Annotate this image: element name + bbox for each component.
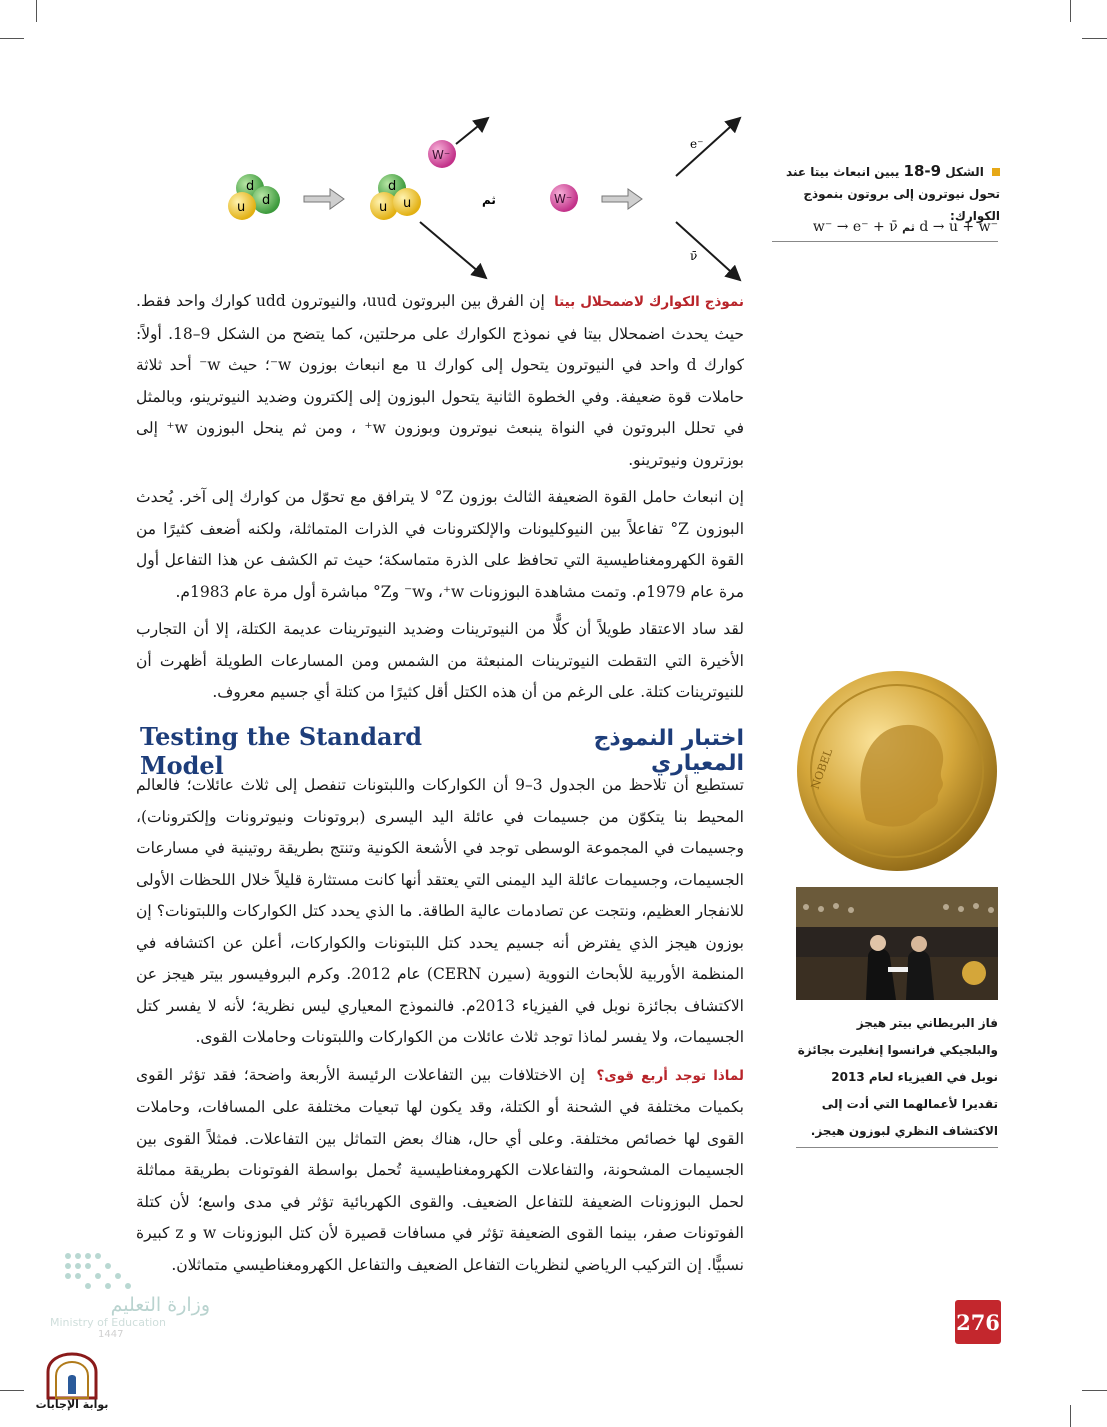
caption-line-2: تحول نيوترون إلى بروتون بنموذج الكوارك: [803,187,1000,223]
electron-label: e⁻ [690,137,704,151]
watermark-arabic: وزارة التعليم [110,1294,210,1316]
then-label: ثم [482,193,496,207]
quark-label: d [262,193,271,208]
watermark-year: 1447 [98,1329,124,1340]
page-number: 276 [955,1300,1001,1344]
presenter-head [911,936,927,952]
quark-label: d [388,179,397,194]
quark-label: d [246,179,255,194]
crop-mark [1070,0,1071,22]
medal-inscription: NOBEL [808,747,836,792]
section-heading-arabic: اختبار النموذج المعياري [593,726,744,776]
photo-caption: فاز البريطاني بيتر هيجز والبلجيكي فرانسوا إنغليرت بجائزة نوبل في الفيزياء لعام 2013 تقديرا لأعمالهما التي أدت إلى الاكتشاف النظري لبوزون هيجز. [796,1010,998,1148]
quark-label: u [379,200,388,215]
w-boson-label: W⁻ [554,192,573,206]
equation-then: ثم [902,221,915,234]
crop-mark [36,0,37,22]
ceremony-photo [796,887,998,1000]
ministry-watermark [50,1250,210,1340]
w-boson-path [456,118,488,144]
watermark-english: Ministry of Education [50,1316,167,1329]
equation-left-part: d → u + w⁻ [919,219,998,235]
figure-caption [772,160,1000,227]
nobel-medal-image [796,670,998,872]
lower-body-text [136,770,744,1287]
four-forces-text: إن الاختلافات بين التفاعلات الرئيسة الأربعة واضحة؛ فقد تؤثر القوى بكميات مختلفة في الشحنة أو الكتلة، وقد يكون لها تبعيات مختلفة على المسافات، وحاملات القوى لها خصائص مختلفة. وعلى أي حال، هناك بعض التماثل بين التفاعلات. فمثلاً القوى بين الجسيمات المشحونة، والتفاعلات الكهرومغناطيسية تُحمل بواسطة الفوتونات بطريقة مماثلة لحمل البوزونات الضعيفة للتفاعل الضعيف. والقوى الكهربائية تؤثر في مدى واسع؛ لأن كتلة الفوتونات صفر، بينما القوى الضعيفة تؤثر في مسافات قصيرة لأن كتل البوزونات w و z كبيرة نسبيًّا. إن التركيب الرياضي لنظريات التفاعل الضعيف والتفاعل الكهرومغناطيسي متماثلان. [136,1065,744,1274]
quark-label: u [403,196,412,211]
crop-mark [0,38,24,39]
crop-mark [1082,1390,1107,1391]
w-boson-label: W⁻ [432,148,451,162]
reaction-arrow [602,189,642,209]
caption-number: 9-18 [903,162,942,180]
proton-quark-group [370,174,421,220]
four-forces-lead: لماذا توجد أربع قوى؟ [596,1067,744,1084]
families-paragraph: تستطيع أن تلاحظ من الجدول 3–9 أن الكواركات واللبتونات تنفصل إلى ثلاث عائلات؛ فالعالم المحيط بنا يتكوّن من جسيمات في عائلة اليد اليسرى (بروتونات ونيوترونات وإلكترونات)، وجسيمات في المجموعة الوسطى توجد في الأشعة الكونية وتنتج بطريقة روتينية في مسارعات الجسيمات، وجسيمات عائلة اليد اليمنى التي يعتقد أنها كانت مستثارة قليلاً خلال اللحظات الأولى للانفجار العظيم، ونتجت عن تصادمات عالية الطاقة. ما الذي يحدد كتل الكواركات واللبتونات؟ إن بوزون هيجز الذي يفترض أنه جسيم يحدد كتل اللبتونات والكواركات، أعلن عن اكتشافه في المنظمة الأوربية للأبحاث النووية (سيرن CERN) عام 2012. وكرم البروفيسور بيتر هيجز عن الاكتشاف بجائزة نوبل في الفيزياء 2013م. فالنموذج المعياري ليس نظرية؛ لأنه لا يفسر كتل الجسيمات، ولا يفسر لماذا توجد ثلاث عائلات من الكواركات واللبتونات وحاملات القوى. [136,776,744,1046]
quark-label: u [237,200,246,215]
upper-body-text [136,286,744,715]
proton-path [420,222,486,278]
ministry-logo-icon [60,1250,160,1290]
caption-text: يبين انبعاث بيتا عند [786,165,900,179]
quark-model-paragraph [136,286,744,476]
quark-model-text: إن الفرق بين البروتون uud، والنيوترون udd كوارك واحد فقط. حيث يحدث اضمحلال بيتا في نموذج الكوارك على مرحلتين، كما يتضح من الشكل 9–18. أولاً: كوارك d واحد في النيوترون يتحول إلى كوارك u مع انبعاث بوزون w⁻؛ حيث w⁻ أحد ثلاثة حاملات قوة ضعيفة. وفي الخطوة الثانية يتحول البوزون إلى إلكترون وضديد النيوترينو، وبالمثل في تحلل البروتون في النواة ينبعث نيوترون وبوزون w⁺ ، ومن ثم ينحل البوزون w⁺ إلى بوزترون ونيوترينو. [136,292,745,469]
neutron-quark-group [228,174,280,220]
beta-decay-diagram [220,110,760,285]
antineutrino-label: ν̄ [690,249,698,263]
neutrino-mass-paragraph: لقد ساد الاعتقاد طويلاً أن كلًّا من النيوترينات وضديد النيوترينات عديمة الكتلة، إلا أن التجارب الأخيرة التي التقطت النيوترينات المنبعثة من الشمس ومن المسارعات الطويلة أظهرت أن للنيوترينات كتلة. على الرغم من أن هذه الكتل أقل كثيرًا من كتلة أي جسيم معروف. [136,620,744,701]
crop-mark [1082,38,1107,39]
caption-bullet-icon [992,168,1000,176]
gateway-label: بوابة الإجابات [35,1398,109,1411]
z-boson-paragraph: إن انبعاث حامل القوة الضعيفة الثالث بوزون Z° لا يترافق مع تحوّل من كوارك إلى آخر. يُحدث البوزون Z° تفاعلاً بين النيوكليونات والإلكترونات في الذرات المتماثلة، ولكنه أضعف كثيرًا من القوة الكهرومغناطيسية التي تحافظ على الذرة متماسكة؛ حيث تم الكشف عن هذا التفاعل أول مرة عام 1979م. وتمت مشاهدة البوزونات w⁺، وw⁻ وZ° مباشرة أول مرة عام 1983م. [136,488,745,601]
section-heading-english: Testing the Standard Model [140,722,423,780]
antineutrino-path [676,222,740,280]
four-forces-paragraph [136,1060,744,1282]
equation-right-part: w⁻ → e⁻ + ν̄ [812,219,898,235]
electron-path [676,118,740,176]
caption-line-1 [772,160,1000,183]
decay-equation [772,219,998,242]
laureate-head [870,935,886,951]
crop-mark [0,1390,24,1391]
reaction-arrow [304,189,344,209]
caption-title: الشكل [945,165,984,179]
quark-model-lead: نموذج الكوارك لاضمحلال بيتا [554,294,744,310]
crop-mark [1070,1405,1071,1427]
